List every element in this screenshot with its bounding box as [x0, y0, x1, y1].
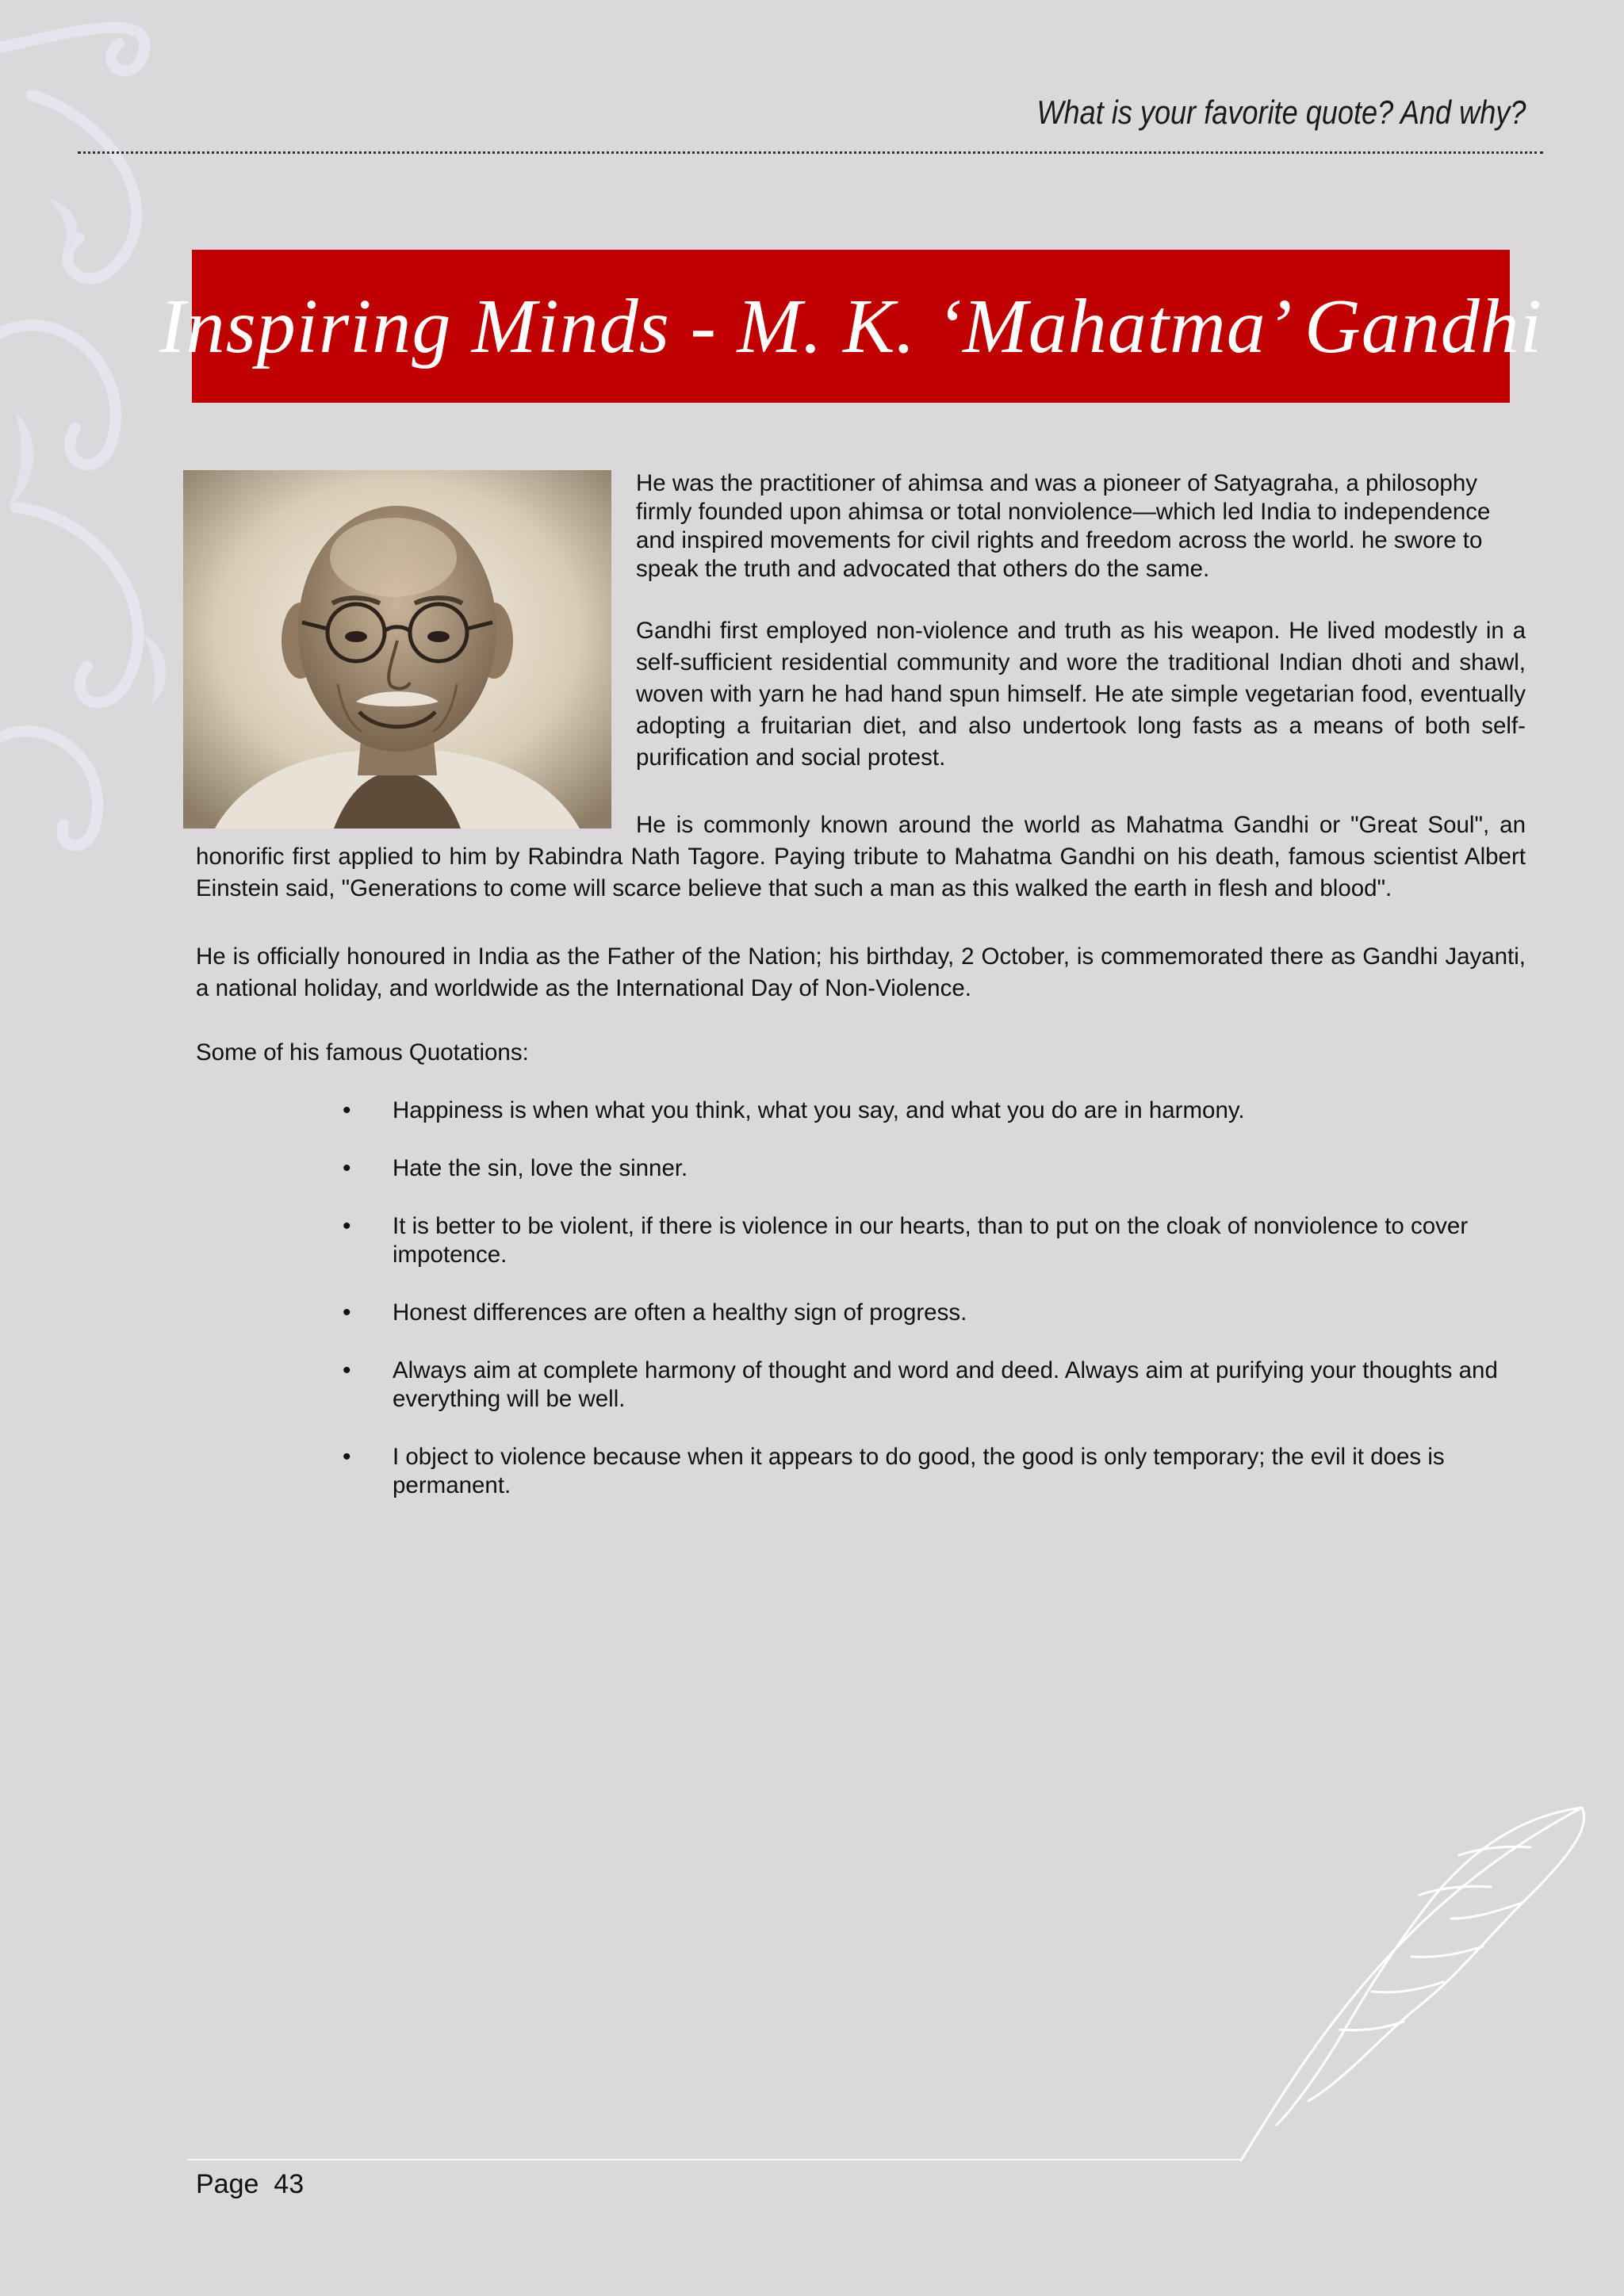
banner-title: Inspiring Minds - M. K. ‘Mahatma’ Gandhi: [159, 283, 1543, 369]
bullet-icon: •: [343, 1299, 351, 1326]
header-question: What is your favorite quote? And why?: [1036, 94, 1526, 131]
quote-text: It is better to be violent, if there is violence in our hearts, than to put on the cloak of nonviolence to cover impotence.: [393, 1213, 1469, 1268]
quote-text: Hate the sin, love the sinner.: [393, 1155, 688, 1181]
list-item: [341, 1154, 1530, 1183]
list-item: [341, 1299, 1530, 1327]
bullet-icon: •: [343, 1213, 351, 1239]
list-item: [341, 1096, 1530, 1125]
header-divider: [78, 151, 1543, 154]
feather-quill-icon: [1221, 1800, 1602, 2164]
quote-text: I object to violence because when it appears to do good, the good is only temporary; the evil it does is permanent.: [393, 1444, 1445, 1498]
paragraph-nonviolence: Gandhi first employed non-violence and truth as his weapon. He lived modestly in a self-sufficient residential community and wore the traditional Indian dhoti and shawl, woven with yarn he had hand spun himself. He ate simple vegetarian food, eventually adopting a fruitarian diet, and also undertook long fasts as a means of both self-purification and social protest.: [636, 618, 1526, 771]
quotes-intro: Some of his famous Quotations:: [196, 1039, 529, 1066]
quotations-list: [341, 1096, 1530, 1529]
quote-text: Happiness is when what you think, what you say, and what you do are in harmony.: [393, 1097, 1245, 1123]
title-banner: [159, 250, 1543, 403]
paragraph-ahimsa: He was the practitioner of ahimsa and was a pioneer of Satyagraha, a philosophy firmly founded upon ahimsa or total nonviolence—which led India to independence and inspired movements for civil rights and freedom across the world. he swore to speak the truth and advocated that others do the same.: [636, 470, 1491, 582]
footer-divider: [187, 2159, 1242, 2160]
bullet-icon: •: [343, 1155, 351, 1181]
bullet-icon: •: [343, 1357, 351, 1383]
paragraph-great-soul: honorific first applied to him by Rabindra Nath Tagore. Paying tribute to Mahatma Gandhi on his death, famous scientist Albert Einstein said, "Generations to come will scarce believe that such a man as this walked the earth in flesh and blood".: [196, 844, 1526, 901]
page-number: Page 43: [196, 2169, 304, 2199]
bullet-icon: •: [343, 1444, 351, 1470]
swirl-ornament-icon: [0, 0, 206, 888]
bullet-icon: •: [343, 1097, 351, 1123]
list-item: [341, 1443, 1530, 1500]
list-item: [341, 1212, 1530, 1269]
quote-text: Honest differences are often a healthy sign of progress.: [393, 1299, 967, 1326]
portrait-photo-icon: [183, 470, 611, 828]
paragraph-great-soul-line1: He is commonly known around the world as Mahatma Gandhi or "Great Soul", an: [636, 812, 1526, 838]
portrait-photo: [183, 470, 611, 828]
paragraph-father-of-nation: He is officially honoured in India as the Father of the Nation; his birthday, 2 October, is commemorated there as Gandhi Jayanti, a national holiday, and worldwide as the International Day of Non-Violence.: [196, 943, 1526, 1001]
quote-text: Always aim at complete harmony of thought and word and deed. Always aim at purifying your thoughts and everything will be well.: [393, 1357, 1498, 1412]
list-item: [341, 1357, 1530, 1414]
